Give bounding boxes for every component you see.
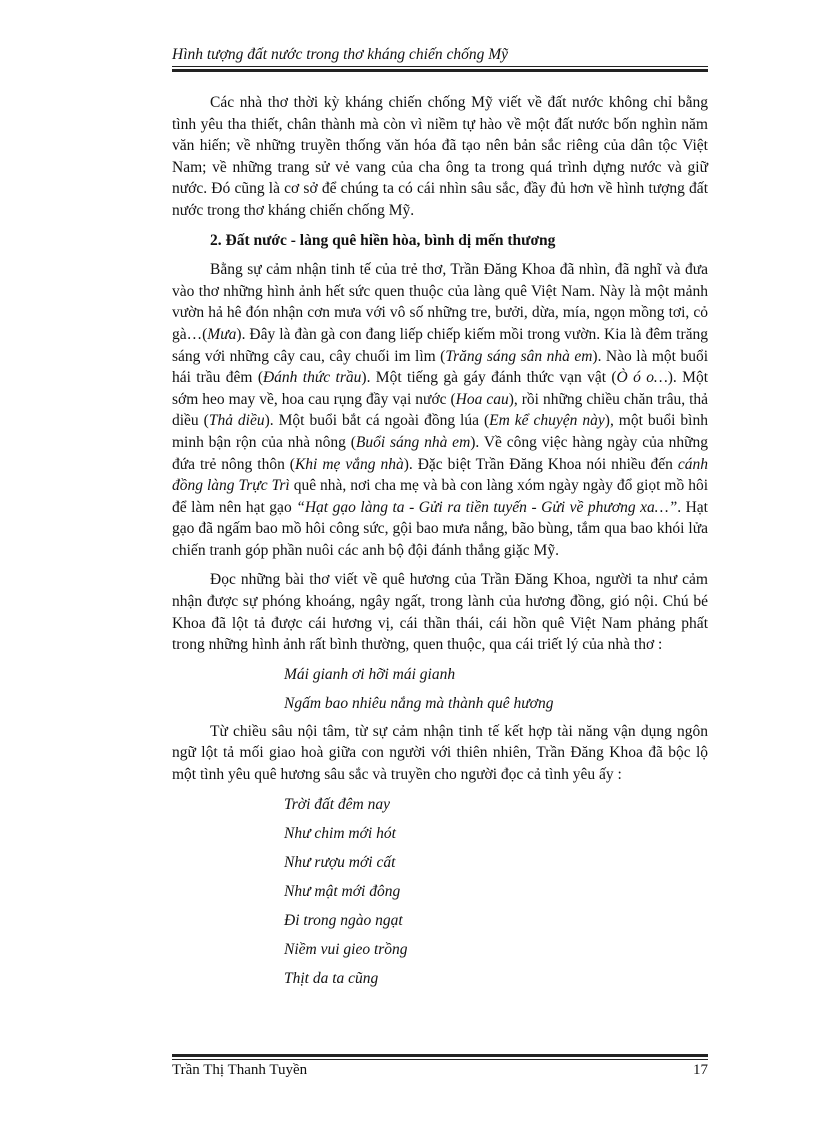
emphasis-text: cánh đồng làng Trực Trì xyxy=(172,455,708,495)
poem-title: Khi mẹ vắng nhà xyxy=(294,455,404,473)
poem-title: Ò ó o… xyxy=(616,369,668,387)
paragraph-intro: Các nhà thơ thời kỳ kháng chiến chống Mỹ viết về đất nước không chỉ bằng tình yêu tha thiết, chân thành mà còn vì niềm tự hào về một đất nước bốn nghìn năm văn hiến; về những truyền thống văn hóa đã tạo nên bản sắc riêng của dân tộc Việt Nam; về những trang sử vẻ vang của cha ông ta trong quá trình dựng nước và giữ nước. Đó cũng là cơ sở để chúng ta có cái nhìn sâu sắc, đầy đủ hơn về hình tượng đất nước trong thơ kháng chiến chống Mỹ. xyxy=(172,94,708,219)
text-run: ). Một tiếng gà gáy đánh thức vạn vật ( xyxy=(361,369,617,387)
poem-title: Em kể chuyện này xyxy=(489,412,605,430)
section-heading: 2. Đất nước - làng quê hiền hòa, bình dị mến thương xyxy=(210,231,556,249)
poem-title: Đánh thức trầu xyxy=(262,369,362,387)
footer-author: Trần Thị Thanh Tuyền xyxy=(172,1062,308,1078)
quoted-verse: “Hạt gạo làng ta - Gửi ra tiền tuyến - Gửi về phương xa…” xyxy=(296,498,678,516)
text-run: ). Đặc biệt Trần Đăng Khoa nói nhiều đến xyxy=(403,455,678,473)
text-run: Bằng sự cảm nhận tinh tế của trẻ thơ, Trần Đăng Khoa đã nhìn, đã nghĩ và đưa vào thơ những hình ảnh hết sức quen thuộc của làng quê Việt Nam. Này là một mảnh vườn hả hê đón nhận cơn mưa với vô số những tre, bưởi, dừa, mía, ngọn mồng tơi, cỏ gà…( xyxy=(172,261,708,343)
verse-line: Mái gianh ơi hỡi mái gianh xyxy=(284,665,456,683)
verse-line: Như mật mới đông xyxy=(284,882,401,900)
page-header-title: Hình tượng đất nước trong thơ kháng chiến chống Mỹ xyxy=(172,46,509,63)
poem-title: Buổi sáng nhà em xyxy=(355,433,471,451)
text-run: ), một buổi bình minh bận rộn của nhà nông ( xyxy=(172,412,708,451)
poem-title: Thả diều xyxy=(208,412,265,430)
poem-title: Mưa xyxy=(207,325,237,343)
footer-divider xyxy=(172,1054,708,1060)
verse-line: Như rượu mới cất xyxy=(284,853,396,871)
verse-block-1 xyxy=(172,664,708,714)
text-run: quê nhà, nơi cha mẹ và bà con làng xóm ngày ngày đổ giọt mồ hôi để làm nên hạt gạo xyxy=(172,477,708,516)
text-run: ). Một buổi bắt cá ngoài đồng lúa ( xyxy=(264,412,490,430)
verse-line: Đi trong ngào ngạt xyxy=(284,911,403,929)
text-run: ). Một sớm heo may về, hoa cau rụng đầy vại nước ( xyxy=(172,369,709,408)
verse-block-2 xyxy=(172,794,708,997)
text-run: ). Về công việc hàng ngày của những đứa trẻ nông thôn ( xyxy=(172,433,708,473)
paragraph-inner-depth: Từ chiều sâu nội tâm, từ sự cảm nhận tinh tế kết hợp tài năng vận dụng ngôn ngữ lột tả mối giao hoà giữa con người với thiên nhiên, Trần Đăng Khoa đã bộc lộ một tình yêu quê hương sâu sắc và truyền cho người đọc cả tình yêu ấy : xyxy=(172,722,708,784)
poem-title: Trăng sáng sân nhà em xyxy=(445,347,593,365)
verse-line: Như chim mới hót xyxy=(284,824,396,842)
paragraph-reading-feeling: Đọc những bài thơ viết về quê hương của Trần Đăng Khoa, người ta như cảm nhận được sự phóng khoáng, ngây ngất, trong lành của hương đồng, gió nội. Chú bé Khoa đã lột tả được cái hương vị, cái thần thái, cái hồn quê Việt Nam phảng phất trong những hình ảnh rất bình thường, quen thuộc, qua cái triết lý của nhà thơ : xyxy=(172,571,708,654)
text-run: . Hạt gạo đã ngấm bao mồ hôi công sức, gội bao mưa nắng, bão bùng, tắm qua bao khói lửa chiến tranh góp phần nuôi các anh bộ đội đánh thắng giặc Mỹ. xyxy=(172,498,708,559)
verse-line: Thịt da ta cũng xyxy=(284,969,379,987)
text-run: ). Đây là đàn gà con đang liếp chiếp kiếm mồi trong vườn. Kia là đêm trăng sáng với những cây cau, cây chuối im lìm ( xyxy=(172,325,708,365)
paragraph-village-images xyxy=(172,259,708,561)
header-divider xyxy=(172,66,708,72)
verse-line: Ngấm bao nhiêu nắng mà thành quê hương xyxy=(284,694,554,712)
page-number: 17 xyxy=(693,1062,708,1078)
text-run: ), rồi những chiều chăn trâu, thả diều ( xyxy=(172,390,709,430)
page-body xyxy=(172,92,708,1004)
text-run: ). Nào là một buổi hái trầu đêm ( xyxy=(172,347,709,387)
verse-line: Trời đất đêm nay xyxy=(284,795,391,813)
poem-title: Hoa cau xyxy=(455,390,509,408)
verse-line: Niềm vui gieo trồng xyxy=(284,940,408,958)
